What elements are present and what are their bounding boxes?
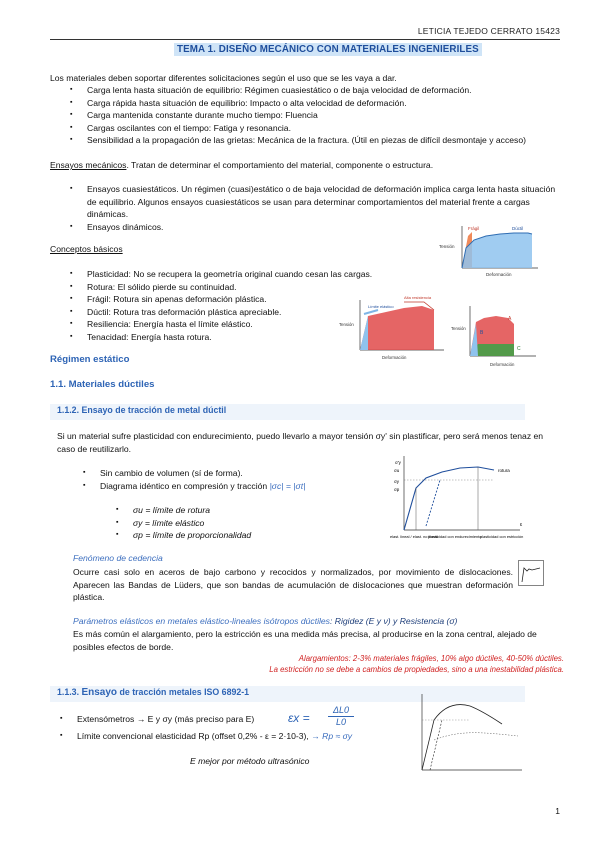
fig1-label-b: Dúctil <box>512 226 524 231</box>
fig3-x-label: Deformación <box>490 362 515 367</box>
reload-line <box>426 480 440 526</box>
fig3-label-b: B <box>480 330 484 336</box>
fig1-x-label: Deformación <box>486 272 512 277</box>
list-item: ▪ σu = límite de rotura <box>133 504 333 517</box>
fig1-y-label: Tensión <box>439 244 455 249</box>
ensayos-heading-line <box>50 159 550 172</box>
elastic-band <box>364 310 378 314</box>
list-item: ▪ σp = límite de proporcionalidad <box>133 529 333 542</box>
formula-numerator: ΔL0 <box>332 705 350 715</box>
formula-lhs: εx = <box>288 711 310 725</box>
red-note-alargamientos: Alargamientos: 2-3% materiales frágiles, 10% algo dúctiles, 40-50% dúctiles. <box>298 654 564 663</box>
header-rule <box>50 39 560 40</box>
fig4-label-su: σu <box>394 468 400 473</box>
fig4-label-sp: σp <box>394 487 400 492</box>
fig4-label-sy-prime: σ'y <box>395 460 401 465</box>
stress-curve <box>422 705 502 770</box>
list-item: ▪ Extensómetros → E y σy (más preciso para E) <box>77 713 407 726</box>
list-item: ▪ Resiliencia: Energía hasta el límite elástico. <box>87 318 407 331</box>
iso-list-2 <box>77 730 407 743</box>
fig3-label-c: C <box>517 346 521 352</box>
list-item: ▪ Tenacidad: Energía hasta rotura. <box>87 331 407 344</box>
intro-list <box>87 84 557 147</box>
fig3-y-label: Tensión <box>451 326 466 331</box>
regimen-heading: Régimen estático <box>50 354 130 365</box>
fig4-label-sy: σy <box>394 479 400 484</box>
figure-fragil-ductil <box>438 222 540 280</box>
formula-rp: → Rp ≈ σy <box>311 731 353 741</box>
figure-cedencia <box>518 560 544 586</box>
ensayos-heading: Ensayos mecánicos <box>50 160 127 170</box>
section-1-1: 1.1. Materiales dúctiles <box>50 379 155 390</box>
fig4-label-rotura: rotura <box>498 468 510 473</box>
cedencia-paragraph: Ocurre casi solo en aceros de bajo carbono y recocidos y normalizados, por movimiento de dislocaciones. Aparecen las Bandas de Lüders, que son bandas de acumulación de dislocaciones que muestran deformación plástica. <box>73 567 513 603</box>
resiliencia-area <box>360 316 368 350</box>
list-item: ▪ Carga rápida hasta situación de equilibrio: Impacto o alta velocidad de deformación. <box>87 97 557 110</box>
list-item: ▪ Sensibilidad a la propagación de las grietas: Mecánica de la fractura. (Útil en piezas de difícil desmontaje y acceso) <box>87 134 557 147</box>
list-item: ▪ Rotura: El sólido pierde su continuidad. <box>87 281 407 294</box>
author-name: LETICIA TEJEDO CERRATO 15423 <box>417 26 560 36</box>
formula-compression: |σc| = |σt| <box>269 480 306 491</box>
fig4-caption-2: plasticidad con endurecimiento <box>428 534 482 539</box>
stress-curve <box>404 467 494 530</box>
cedencia-heading: Fenómeno de cedencia <box>73 553 163 563</box>
fig2-x-label: Deformación <box>382 355 407 360</box>
list-item <box>100 480 390 493</box>
section-1-1-3 <box>57 687 249 698</box>
figure-stress-strain <box>386 452 526 552</box>
red-note-estriccion: La estricción no se debe a cambios de propiedades, sino a una inestabilidad plástica. <box>269 665 564 674</box>
formula-denominator: L0 <box>335 717 346 727</box>
param-heading-rest: : Rigidez (E y ν) y Resistencia (σ) <box>329 616 458 626</box>
fig2-label-b: Alta resistencia <box>404 295 432 300</box>
figure-offset <box>410 690 528 778</box>
section-number: 1.1.3. <box>57 687 82 697</box>
ensayos-heading-rest: . Tratan de determinar el comportamiento del material, componente o estructura. <box>126 160 434 170</box>
list-item: ▪ Carga mantenida constante durante mucho tiempo: Fluencia <box>87 109 557 122</box>
ductil-list <box>100 467 390 492</box>
fig1-label-a: Frágil <box>468 226 480 231</box>
page-number: 1 <box>555 806 560 816</box>
page-title: TEMA 1. DISEÑO MECÁNICO CON MATERIALES INGENIERILES <box>174 43 482 56</box>
list-item: ▪ Dúctil: Rotura tras deformación plástica apreciable. <box>87 306 407 319</box>
fig3-label-a: A <box>508 316 512 322</box>
list-item: ▪ Carga lenta hasta situación de equilibrio: Régimen cuasiestático o de baja velocidad de deformación. <box>87 84 557 97</box>
fig2-y-label: Tensión <box>339 322 354 327</box>
figure-tenacidad <box>450 300 540 370</box>
param-paragraph: Es más común el alargamiento, pero la estricción es una medida más precisa, al producirse en la zona central, alejado de posibles efectos de borde. <box>73 629 537 652</box>
plasticity-paragraph: Si un material sufre plasticidad con endurecimiento, puedo llevarlo a mayor tensión σy' sin plastificar, pero será menos tenaz en caso de reutilizarlo. <box>57 431 544 454</box>
conceptos-heading: Conceptos básicos <box>50 244 123 254</box>
fig4-caption-3: plasticidad con estricción <box>480 534 524 539</box>
list-item: ▪ Ensayos dinámicos. <box>87 221 387 234</box>
intro-lead: Los materiales deben soportar diferentes solicitaciones según el uso que se les vaya a dar. <box>50 73 397 83</box>
section-word: Ensayo <box>81 687 118 698</box>
list-item: ▪ Ensayos cuasiestáticos. Un régimen (cuasi)estático o de baja velocidad de deformación implica carga lenta hasta situación de equilibrio. Algunos ensayos cuasiestáticos se usan para determinar comportamientos del material frente a cargas dinámicas. <box>87 183 567 221</box>
list-item: ▪ Frágil: Rotura sin apenas deformación plástica. <box>87 293 407 306</box>
param-heading-line <box>73 615 553 628</box>
list-item: ▪ Cargas oscilantes con el tiempo: Fatiga y resonancia. <box>87 122 557 135</box>
secondary-curve <box>434 733 518 740</box>
ensayos-list <box>87 183 567 221</box>
list-item <box>77 730 407 743</box>
ultrasonic-note: E mejor por método ultrasónico <box>190 756 310 766</box>
iso-list <box>77 713 407 726</box>
fig4-label-eps: ε <box>520 522 523 528</box>
limits-list <box>133 504 333 542</box>
list-item: ▪ Plasticidad: No se recupera la geometría original cuando cesan las cargas. <box>87 268 407 281</box>
fig4-caption-1: elast. lineal / elast. no lineal <box>390 534 438 539</box>
section-rest: de tracción metales ISO 6892-1 <box>117 687 250 697</box>
ensayos-list-2 <box>87 221 387 234</box>
ductil-area <box>462 233 532 268</box>
list-item: ▪ Sin cambio de volumen (sí de forma). <box>100 467 390 480</box>
list-item: ▪ σy = límite elástico <box>133 517 333 530</box>
list-item-text: Límite convencional elasticidad Rp (offset 0,2% - ε = 2·10-3), <box>77 731 312 741</box>
figure-resiliencia <box>338 292 448 362</box>
list-item-text: Diagrama idéntico en compresión y tracción <box>100 480 270 491</box>
section-1-1-2: 1.1.2. Ensayo de tracción de metal dúctil <box>57 405 227 415</box>
fig2-label-a: Límite elástico <box>368 304 394 309</box>
param-heading: Parámetros elásticos en metales elástico-lineales isótropos dúctiles <box>73 616 330 626</box>
